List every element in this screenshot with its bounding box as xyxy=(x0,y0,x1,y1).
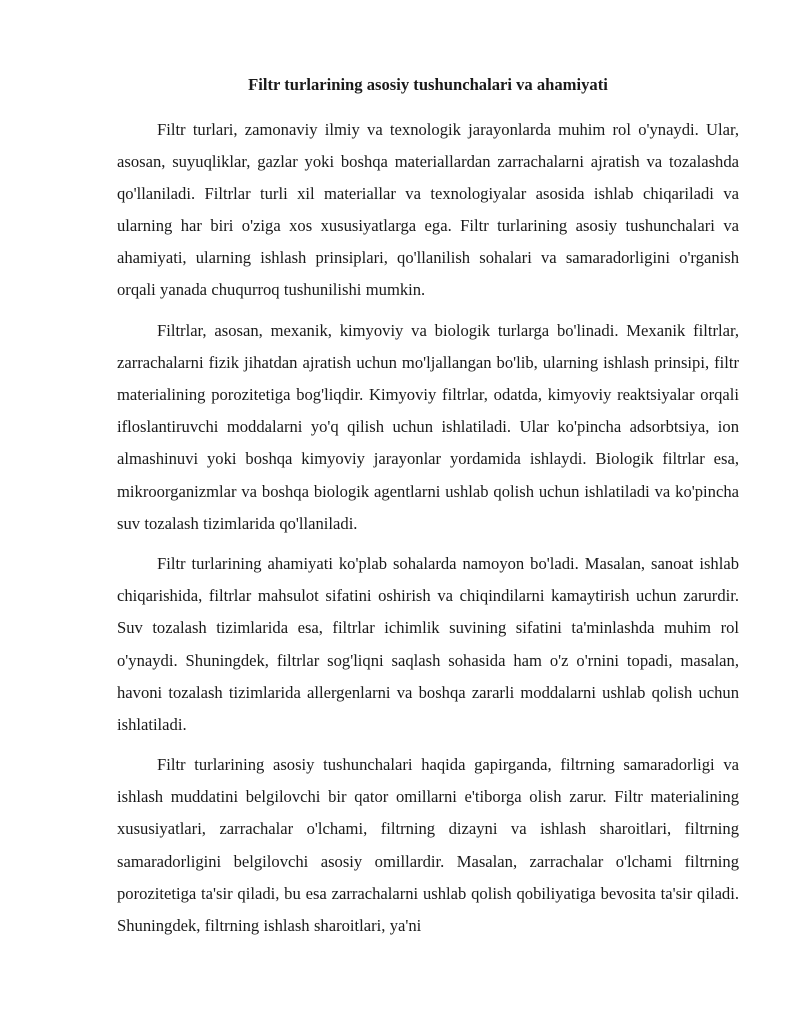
paragraph-1: Filtr turlari, zamonaviy ilmiy va texnologik jarayonlarda muhim rol o'ynaydi. Ular, asosan, suyuqliklar, gazlar yoki boshqa materiallardan zarrachalarni ajratish va tozalashda qo'llaniladi. Filtrlar turli xil materiallar va texnologiyalar asosida ishlab chiqariladi va ularning har biri o'ziga xos xususiyatlarga ega. Filtr turlarining asosiy tushunchalari va ahamiyati, ularning ishlash prinsiplari, qo'llanilish sohalari va samaradorligini o'rganish orqali yanada chuqurroq tushunilishi mumkin. xyxy=(117,120,739,300)
paragraph-2: Filtrlar, asosan, mexanik, kimyoviy va biologik turlarga bo'linadi. Mexanik filtrlar, zarrachalarni fizik jihatdan ajratish uchun mo'ljallangan bo'lib, ularning ishlash prinsipi, filtr materialining porozitetiga bog'liqdir. Kimyoviy filtrlar, odatda, kimyoviy reaktsiyalar orqali ifloslantiruvchi moddalarni yo'q qilish uchun ishlatiladi. Ular ko'pincha adsorbtsiya, ion almashinuvi yoki boshqa kimyoviy jarayonlar yordamida ishlaydi. Biologik filtrlar esa, mikroorganizmlar va boshqa biologik agentlarni ushlab qolish uchun ishlatiladi va ko'pincha suv tozalash tizimlarida qo'llaniladi. xyxy=(117,321,739,533)
document-body xyxy=(117,114,739,950)
document-title: Filtr turlarining asosiy tushunchalari va ahamiyati xyxy=(248,75,608,94)
paragraph-4: Filtr turlarining asosiy tushunchalari haqida gapirganda, filtrning samaradorligi va ishlash muddatini belgilovchi bir qator omillarni e'tiborga olish zarur. Filtr materialining xususiyatlari, zarrachalar o'lchami, filtrning dizayni va ishlash sharoitlari, filtrning samaradorligini belgilovchi asosiy omillardir. Masalan, zarrachalar o'lchami filtrning porozitetiga ta'sir qiladi, bu esa zarrachalarni ushlab qolish qobiliyatiga bevosita ta'sir qiladi. Shuningdek, filtrning ishlash sharoitlari, ya'ni xyxy=(117,755,739,935)
paragraph-3: Filtr turlarining ahamiyati ko'plab sohalarda namoyon bo'ladi. Masalan, sanoat ishlab chiqarishida, filtrlar mahsulot sifatini oshirish va chiqindilarni kamaytirish uchun zarurdir. Suv tozalash tizimlarida esa, filtrlar ichimlik suvining sifatini ta'minlashda muhim rol o'ynaydi. Shuningdek, filtrlar sog'liqni saqlash sohasida ham o'z o'rnini topadi, masalan, havoni tozalash tizimlarida allergenlarni va boshqa zararli moddalarni ushlab qolish uchun ishlatiladi. xyxy=(117,554,739,734)
